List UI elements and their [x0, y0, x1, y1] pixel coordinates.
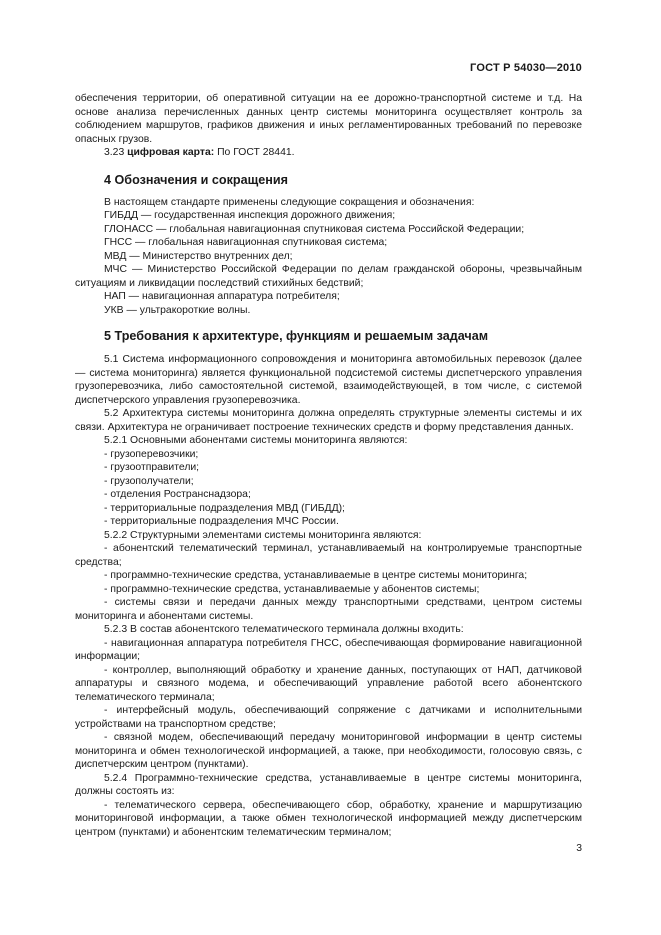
paragraph-5-2: 5.2 Архитектура системы мониторинга должна определять структурные элементы системы и их связи. Архитектура не ограничивает построение технических средств и форму представления данных. — [75, 408, 582, 433]
document-body — [75, 92, 582, 839]
term-3-23 — [75, 146, 582, 160]
list-5-2-4 — [75, 799, 582, 840]
section-5-title: 5 Требования к архитектуре, функциям и решаемым задачам — [104, 329, 489, 343]
list-item: - грузоотправители; — [104, 462, 200, 473]
list-item: - навигационная аппаратура потребителя ГНСС, обеспечивающая формирование навигационной информации; — [75, 637, 582, 662]
abbreviation-item: МВД — Министерство внутренних дел; — [104, 250, 293, 262]
section-5-content — [75, 353, 582, 839]
section-4-title: 4 Обозначения и сокращения — [104, 172, 288, 187]
paragraph-5-2-1: 5.2.1 Основными абонентами системы мониторинга являются: — [104, 435, 408, 446]
standard-header: ГОСТ Р 54030—2010 — [470, 62, 582, 74]
list-item: - связной модем, обеспечивающий передачу мониторинговой информации в центр системы мониторинга и обмен технологической информацией, а также, при необходимости, голосовую связь, с диспетчерским центром (пунктами). — [75, 732, 582, 770]
list-item: - грузоперевозчики; — [104, 448, 199, 460]
section-4-intro: В настоящем стандарте применены следующие сокращения и обозначения: — [104, 196, 475, 208]
list-item: - территориальные подразделения МЧС России. — [104, 516, 339, 527]
abbreviation-item: ГИБДД — государственная инспекция дорожного движения; — [104, 210, 396, 221]
list-item: - отделения Ространснадзора; — [104, 489, 251, 500]
paragraph-5-2-3: 5.2.3 В состав абонентского телематического терминала должны входить: — [104, 624, 464, 635]
list-item: - системы связи и передачи данных между транспортными средствами, центром системы мониторинга и абонентами системы. — [75, 597, 582, 622]
paragraph-5-1: 5.1 Система информационного сопровождения и мониторинга автомобильных перевозок (далее — система мониторинга) является функциональной подсистемой системы диспетчерского управления грузоперевозчика, либо самостоятельной системой, взаимодействующей, в том числе, с системой диспетчерского управления грузоперевозчика. — [75, 354, 582, 406]
list-item: - программно-технические средства, устанавливаемые у абонентов системы; — [104, 583, 480, 595]
list-item: - территориальные подразделения МВД (ГИБДД); — [104, 502, 345, 514]
abbreviation-item: МЧС — Министерство Российской Федерации по делам гражданской обороны, чрезвычайным ситуациям и ликвидации последствий стихийных бедствий; — [75, 264, 582, 289]
page-number: 3 — [576, 843, 582, 854]
list-5-2-1 — [75, 448, 582, 529]
list-item: - интерфейсный модуль, обеспечивающий сопряжение с датчиками и исполнительными устройствами на транспортном средстве; — [75, 705, 582, 730]
abbreviation-list — [75, 209, 582, 317]
list-item: - телематического сервера, обеспечивающего сбор, обработку, хранение и маршрутизацию мониторинговой информации, а также обмен технологической информацией между диспетчерским центром (пунктами) и абонентским телематическим терминалом; — [75, 799, 582, 838]
abbreviation-item: НАП — навигационная аппаратура потребителя; — [104, 291, 340, 302]
abbreviation-item: УКВ — ультракороткие волны. — [104, 304, 251, 316]
list-item: - контроллер, выполняющий обработку и хранение данных, поступающих от НАП, датчиковой аппаратуры и связного модема, и обеспечивающий управление работой всего абонентского телематического терминала; — [75, 664, 582, 703]
list-item: - грузополучатели; — [104, 475, 194, 487]
list-item: - программно-технические средства, устанавливаемые в центре системы мониторинга; — [104, 570, 528, 581]
abbreviation-item: ГНСС — глобальная навигационная спутниковая система; — [104, 237, 388, 248]
list-5-2-2 — [75, 542, 582, 623]
term-number: 3.23 — [104, 147, 125, 158]
term-name: цифровая карта: — [127, 147, 215, 158]
paragraph-5-2-2: 5.2.2 Структурными элементами системы мониторинга являются: — [104, 529, 422, 541]
continuation-paragraph: обеспечения территории, об оперативной ситуации на ее дорожно-транспортной системе и т.д. На основе анализа перечисленных данных центр системы мониторинга осуществляет контроль за соблюдением маршрутов, графиков движения и иных регламентированных требований по перевозке опасных грузов. — [75, 93, 582, 145]
section-4-content — [75, 196, 582, 318]
list-item: - абонентский телематический терминал, устанавливаемый на контролируемые транспортные средства; — [75, 543, 582, 568]
list-5-2-3 — [75, 637, 582, 772]
paragraph-5-2-4: 5.2.4 Программно-технические средства, устанавливаемые в центре системы мониторинга, должны состоять из: — [75, 772, 582, 797]
term-definition: По ГОСТ 28441. — [217, 147, 295, 158]
abbreviation-item: ГЛОНАСС — глобальная навигационная спутниковая система Российской Федерации; — [104, 223, 525, 235]
